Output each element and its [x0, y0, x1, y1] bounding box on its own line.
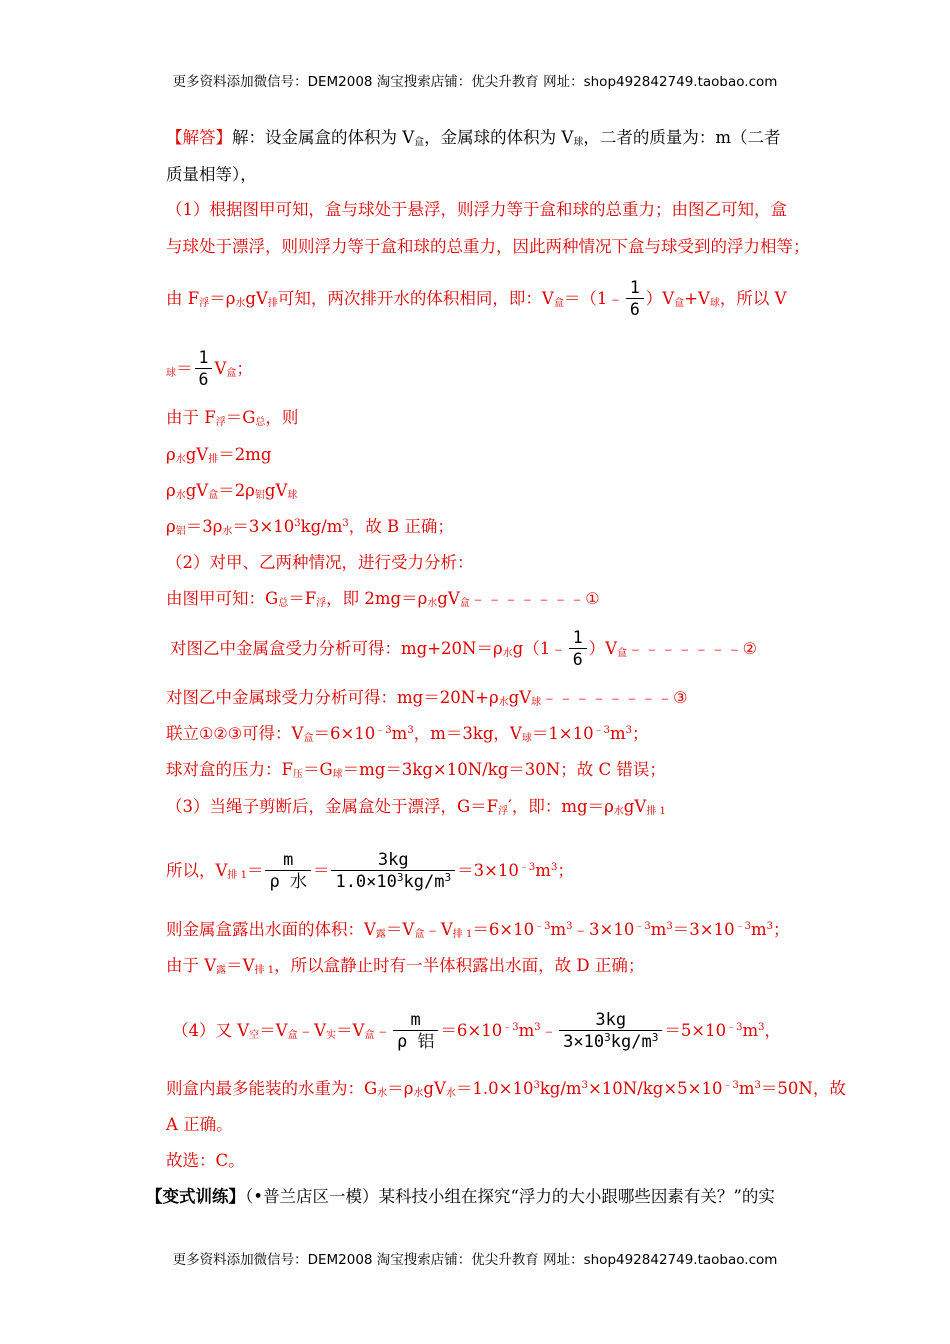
part4-line-2: 则盒内最多能装的水重为：$G_水=\rho_水gV_水=1.0\times 10^3kg/m^3\times 10N/kg\times 5\times 10^{﹣3}m^3=50N$，故	[166, 1079, 846, 1099]
answer-line: 故选：C。	[166, 1151, 245, 1170]
fraction-m-over-rho-aluminum: $\frac{m}{\text{ρ 铝}}$	[393, 1010, 438, 1053]
part1-line-1: （1）根据图甲可知，盒与球处于悬浮，则浮力等于盒和球的总重力；由图乙可知，盒	[166, 200, 787, 219]
fraction-mass-over-alu-density: $\frac{3kg}{3\times 10^3kg/m^3}$	[559, 1010, 662, 1053]
variant-training: 【变式训练】（•普兰店区一模）某科技小组在探究“浮力的大小跟哪些因素有关？”的实	[146, 1187, 775, 1206]
fraction-m-over-rho-water: $\frac{m}{\text{ρ 水}}$	[265, 850, 310, 893]
part4-line-1: （4）又 $V_空=V_盒﹣V_实=V_盒﹣$ $\frac{m}{\text{ρ 铝}}$ $=6\times 10^{﹣3}m^3﹣$ $\frac{3kg}{3\times 10^3kg/m^3}$ $=5\times 10^{﹣3}m^3$，	[172, 1010, 782, 1052]
part2-line-2: 由图甲可知：$G_总=F_浮$，即 $2mg=\rho_水gV_盒﹣﹣﹣﹣﹣﹣﹣①$	[166, 589, 600, 609]
part4-line-3: A 正确。	[166, 1115, 233, 1134]
part1-line-4: $_球$＝ $\frac{1}{6}$ $V_盒$；	[166, 348, 253, 389]
part1-line-3: 由 $F_浮=\rho_水gV_排$可知，两次排开水的体积相同，即：$V_盒=(1﹣$ $\frac{1}{6}$ ）$V_盒+V_球$，所以 V	[166, 278, 787, 319]
fraction-one-sixth: $\frac{1}{6}$	[195, 348, 213, 391]
equation-1: $\rho_水gV_排=2mg$	[166, 445, 272, 465]
part2-line-3: 对图乙中金属盒受力分析可得：$mg+20N=\rho_水g(1﹣$ $\frac{1}{6}$ ）$V_盒﹣﹣﹣﹣﹣﹣﹣②$	[170, 628, 757, 669]
part3-line-1: （3）当绳子剪断后，金属盒处于漂浮，$G=F_浮'$，即：$mg=\rho_水gV_{排 1}$	[166, 797, 666, 817]
fraction-mass-over-density: $\frac{3kg}{1.0\times 10^3kg/m^3}$	[331, 850, 455, 893]
part3-line-2: 所以，$V_{排 1}=$ $\frac{m}{\text{ρ 水}}$ ＝ $\frac{3kg}{1.0\times 10^3kg/m^3}$ $=3\times 10^{﹣3}m^3$；	[166, 850, 574, 892]
fraction-one-sixth: $\frac{1}{6}$	[569, 628, 587, 671]
part3-line-3: 则金属盒露出水面的体积：$V_露=V_盒﹣V_{排 1}=6\times 10^{﹣3}m^3﹣3\times 10^{﹣3}m^3=3\times 10^{﹣3}m^3$；	[166, 920, 790, 940]
page-header: 更多资料添加微信号：DEM2008 淘宝搜索店铺：优尖升教育 网址：shop492842749.taobao.com	[172, 74, 778, 90]
part2-line-1: （2）对甲、乙两种情况，进行受力分析：	[166, 553, 474, 572]
part2-line-5: 联立①②③可得：$V_盒=6\times 10^{﹣3}m^3$，m＝3kg，$V_球=1\times 10^{﹣3}m^3$；	[166, 724, 649, 744]
equation-3: $\rho_铝=3\rho_水=3\times 10^3kg/m^3$，故 B 正确；	[166, 517, 454, 537]
part2-line-6: 球对盒的压力：$F_压=G_球=mg=3kg\times 10N/kg=30N$；故 C 错误；	[166, 760, 666, 780]
fraction-one-sixth: $\frac{1}{6}$	[626, 278, 644, 321]
solution-line-1: 【解答】解：设金属盒的体积为 $V_盒$，金属球的体积为 $V_球$，二者的质量为：m（二者	[166, 128, 781, 148]
page-footer: 更多资料添加微信号：DEM2008 淘宝搜索店铺：优尖升教育 网址：shop492842749.taobao.com	[172, 1252, 778, 1268]
part1-line-5: 由于 $F_浮=G_总$，则	[166, 408, 299, 428]
equation-2: $\rho_水gV_盒=2\rho_铝gV_球$	[166, 481, 298, 501]
part1-line-2: 与球处于漂浮，则则浮力等于盒和球的总重力，因此两种情况下盒与球受到的浮力相等；	[166, 237, 810, 256]
part2-line-4: 对图乙中金属球受力分析可得：$mg=20N+\rho_水gV_球﹣﹣﹣﹣﹣﹣﹣﹣③$	[166, 688, 688, 708]
part3-line-4: 由于 $V_露=V_{排 1}$，所以盒静止时有一半体积露出水面，故 D 正确；	[166, 956, 645, 976]
solution-line-2: 质量相等），	[166, 165, 257, 184]
